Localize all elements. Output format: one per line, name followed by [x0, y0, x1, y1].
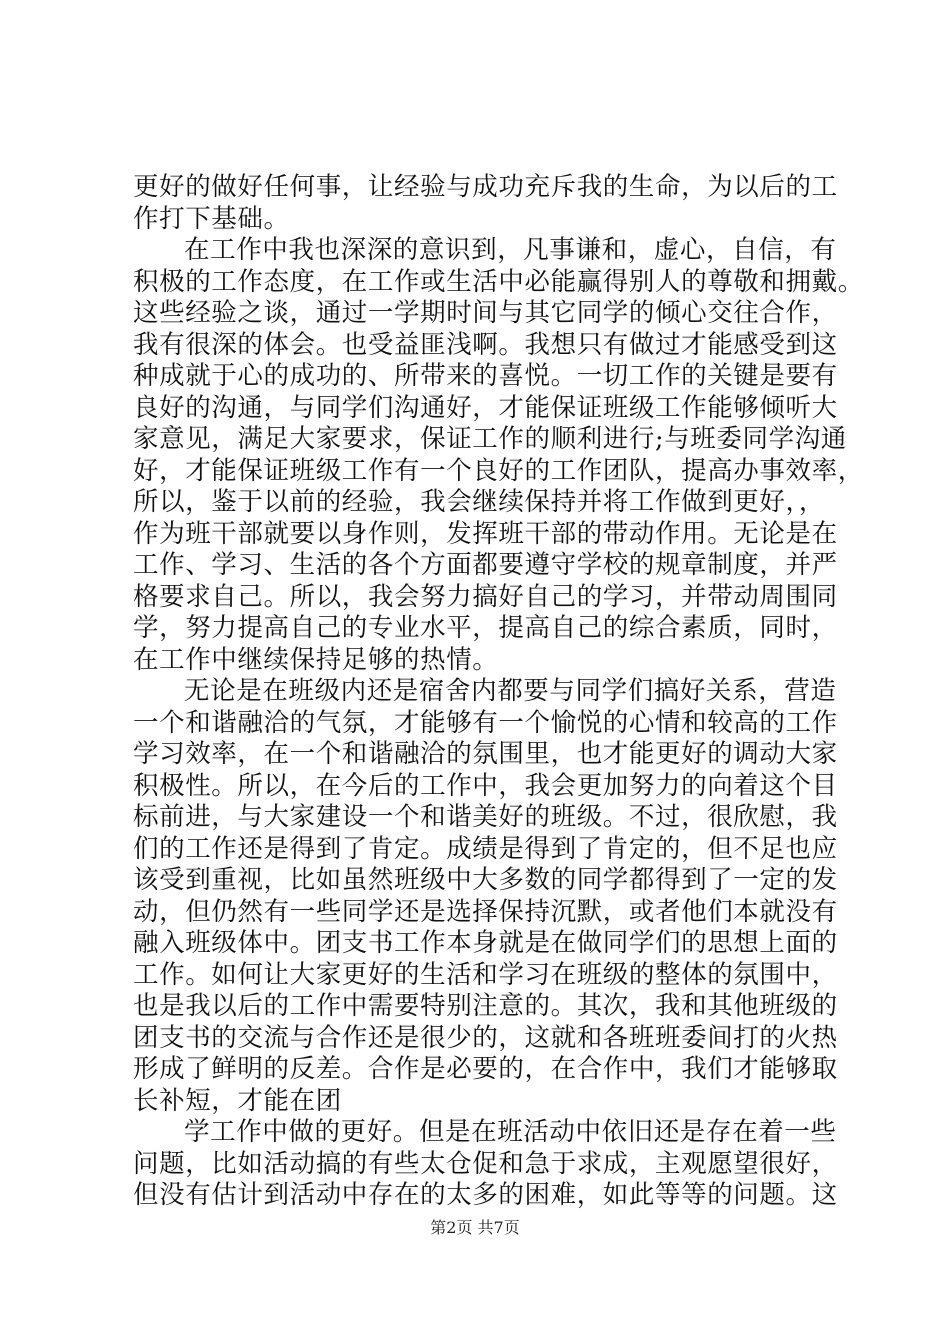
text-line: 团支书的交流与合作还是很少的，这就和各班班委间打的火热	[133, 1022, 838, 1053]
text-line: 良好的沟通，与同学们沟通好，才能保证班级工作能够倾听大	[133, 392, 838, 423]
text-line: 学，努力提高自己的专业水平，提高自己的综合素质，同时，	[133, 613, 838, 643]
text-line: 标前进，与大家建设一个和谐美好的班级。不过，很欣慰，我	[133, 802, 838, 832]
paragraph-start-line: 学工作中做的更好。但是在班活动中依旧还是存在着一些	[184, 1117, 837, 1147]
body-text	[133, 172, 864, 1212]
text-line: 长补短，才能在团	[133, 1085, 342, 1116]
text-line: 更好的做好任何事，让经验与成功充斥我的生命，为以后的工	[133, 172, 838, 202]
text-line: 作打下基础。	[133, 203, 290, 234]
text-line: 但没有估计到活动中存在的太多的困难，如此等等的问题。这	[133, 1180, 838, 1210]
paragraph-start-line: 在工作中我也深深的意识到，凡事谦和，虚心，自信，有	[184, 235, 837, 265]
text-line: 形成了鲜明的反差。合作是必要的，在合作中，我们才能够取	[133, 1054, 838, 1084]
text-line: 动，但仍然有一些同学还是选择保持沉默，或者他们本就没有	[133, 896, 838, 927]
paragraph-start-line: 无论是在班级内还是宿舍内都要与同学们搞好关系，营造	[184, 676, 837, 706]
text-line: 格要求自己。所以，我会努力搞好自己的学习，并带动周围同	[133, 581, 838, 612]
text-line: 家意见，满足大家要求，保证工作的顺利进行;与班委同学沟通	[133, 424, 847, 454]
text-line: 工作。如何让大家更好的生活和学习在班级的整体的氛围中，	[133, 959, 838, 990]
text-line: 该受到重视，比如虽然班级中大多数的同学都得到了一定的发	[133, 865, 838, 895]
text-line: 这些经验之谈，通过一学期时间与其它同学的倾心交往合作，	[133, 298, 838, 328]
text-line: 积极性。所以，在今后的工作中，我会更加努力的向着这个目	[133, 770, 838, 801]
text-line: 学习效率，在一个和谐融洽的氛围里，也才能更好的调动大家	[133, 739, 838, 769]
text-line: 也是我以后的工作中需要特别注意的。其次，我和其他班级的	[133, 991, 838, 1021]
text-line: 工作、学习、生活的各个方面都要遵守学校的规章制度，并严	[133, 550, 838, 580]
text-line: 作为班干部就要以身作则，发挥班干部的带动作用。无论是在	[133, 518, 838, 549]
text-line: 在工作中继续保持足够的热情。	[133, 644, 499, 675]
page-number-footer: 第2页 共7页	[430, 1218, 520, 1237]
text-line: 积极的工作态度，在工作或生活中必能赢得别人的尊敬和拥戴。	[133, 266, 864, 297]
text-line: 我有很深的体会。也受益匪浅啊。我想只有做过才能感受到这	[133, 329, 838, 360]
text-line: 好，才能保证班级工作有一个良好的工作团队，提高办事效率，	[133, 455, 864, 486]
text-line: 问题，比如活动搞的有些太仓促和急于求成，主观愿望很好，	[133, 1148, 838, 1179]
text-line: 融入班级体中。团支书工作本身就是在做同学们的思想上面的	[133, 928, 838, 958]
text-line: 们的工作还是得到了肯定。成绩是得到了肯定的，但不足也应	[133, 833, 838, 864]
text-line: 所以，鉴于以前的经验，我会继续保持并将工作做到更好，，	[133, 487, 825, 517]
text-line: 一个和谐融洽的气氛，才能够有一个愉悦的心情和较高的工作	[133, 707, 838, 738]
text-line: 种成就于心的成功的、所带来的喜悦。一切工作的关键是要有	[133, 361, 838, 391]
